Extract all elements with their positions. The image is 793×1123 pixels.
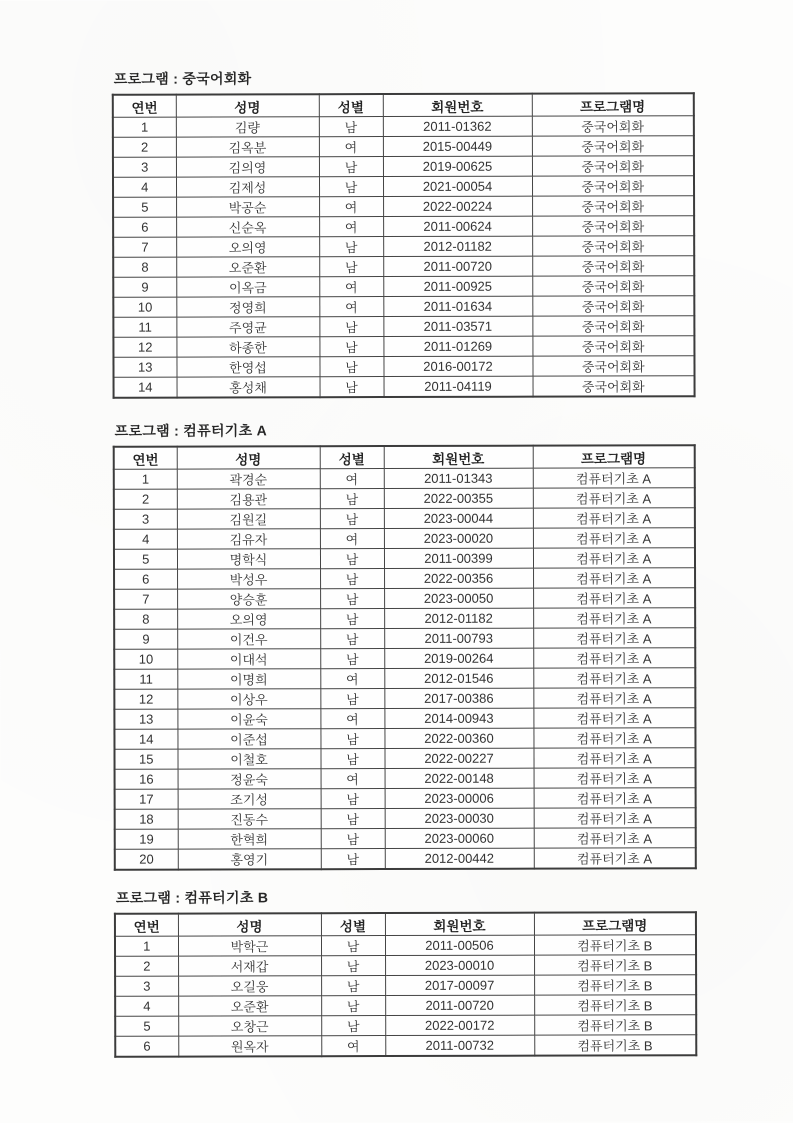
- cell-program: 컴퓨터기초 A: [534, 768, 696, 788]
- cell-no: 4: [113, 177, 176, 197]
- cell-gender: 남: [321, 809, 385, 829]
- cell-program: 컴퓨터기초 A: [533, 468, 695, 488]
- table-row: [114, 548, 695, 570]
- cell-program: 컴퓨터기초 A: [534, 808, 696, 828]
- cell-name: 홍성채: [177, 377, 320, 398]
- cell-member-id: 2021-00054: [383, 176, 532, 196]
- program-title: 프로그램 : 컴퓨터기초 A: [114, 422, 268, 439]
- cell-name: 김량: [176, 117, 319, 137]
- table-row: [115, 1015, 696, 1037]
- cell-gender: 여: [319, 197, 383, 217]
- table-row: [114, 748, 695, 770]
- table-row: [114, 708, 695, 730]
- cell-name: 박공순: [176, 197, 319, 217]
- column-header-gender: 성별: [319, 94, 383, 117]
- cell-program: 컴퓨터기초 A: [533, 548, 695, 568]
- cell-program: 컴퓨터기초 B: [534, 995, 696, 1015]
- cell-name: 한영섭: [176, 357, 319, 377]
- cell-program: 컴퓨터기초 A: [534, 848, 696, 869]
- cell-name: 김의영: [176, 157, 319, 177]
- cell-name: 이철호: [177, 749, 320, 769]
- cell-gender: 여: [320, 669, 384, 689]
- table-row: [113, 116, 694, 138]
- column-header-program: 프로그램명: [532, 93, 694, 116]
- cell-no: 12: [114, 689, 177, 709]
- table-row: [115, 848, 696, 870]
- cell-member-id: 2022-00355: [384, 488, 533, 508]
- table-row: [113, 356, 694, 378]
- cell-no: 1: [114, 469, 177, 489]
- cell-no: 18: [115, 809, 178, 829]
- cell-program: 컴퓨터기초 A: [533, 588, 695, 608]
- cell-program: 중국어회화: [532, 276, 694, 296]
- cell-gender: 남: [321, 996, 385, 1016]
- table-row: [114, 568, 695, 590]
- cell-member-id: 2011-00720: [383, 256, 532, 276]
- cell-name: 원옥자: [178, 1036, 321, 1057]
- cell-name: 오준환: [176, 257, 319, 277]
- cell-program: 중국어회화: [532, 296, 694, 316]
- cell-gender: 남: [321, 976, 385, 996]
- cell-member-id: 2023-00010: [385, 955, 534, 975]
- column-header-program: 프로그램명: [534, 912, 696, 935]
- table-row: [113, 256, 694, 278]
- table-row: [113, 276, 694, 298]
- table-row: [115, 808, 696, 830]
- cell-member-id: 2015-00449: [383, 136, 532, 156]
- column-header-no: 연번: [113, 95, 176, 118]
- cell-no: 5: [114, 549, 177, 569]
- cell-no: 9: [113, 277, 176, 297]
- cell-name: 명학식: [177, 549, 320, 569]
- table-row: [114, 608, 695, 630]
- cell-gender: 여: [319, 297, 383, 317]
- cell-gender: 남: [320, 689, 384, 709]
- cell-program: 중국어회화: [532, 256, 694, 276]
- cell-no: 2: [114, 489, 177, 509]
- table-row: [113, 136, 694, 158]
- cell-member-id: 2011-00925: [383, 276, 532, 296]
- table-row: [114, 508, 695, 530]
- cell-gender: 남: [320, 509, 384, 529]
- cell-gender: 여: [319, 217, 383, 237]
- cell-name: 주영균: [176, 317, 319, 337]
- column-header-name: 성명: [176, 94, 319, 117]
- cell-name: 서재갑: [178, 956, 321, 976]
- cell-member-id: 2011-03571: [383, 316, 532, 336]
- cell-name: 이명희: [177, 669, 320, 689]
- cell-program: 컴퓨터기초 A: [533, 728, 695, 748]
- cell-name: 박학근: [178, 936, 321, 956]
- cell-gender: 남: [320, 729, 384, 749]
- cell-member-id: 2012-01182: [384, 608, 533, 628]
- cell-no: 6: [115, 1036, 178, 1057]
- cell-member-id: 2012-01182: [383, 236, 532, 256]
- table-row: [113, 296, 694, 318]
- table-row: [115, 788, 696, 810]
- cell-program: 컴퓨터기초 A: [533, 708, 695, 728]
- table-row: [114, 688, 695, 710]
- header-row: [113, 93, 694, 117]
- cell-no: 7: [113, 237, 176, 257]
- cell-program: 컴퓨터기초 A: [533, 568, 695, 588]
- cell-member-id: 2022-00227: [384, 748, 533, 768]
- cell-gender: 남: [319, 177, 383, 197]
- cell-name: 오의영: [176, 237, 319, 257]
- cell-no: 12: [113, 337, 176, 357]
- cell-program: 중국어회화: [532, 136, 694, 156]
- cell-program: 중국어회화: [532, 316, 694, 336]
- cell-name: 한혁희: [178, 829, 321, 849]
- cell-member-id: 2023-00044: [384, 508, 533, 528]
- cell-gender: 여: [320, 469, 384, 489]
- cell-gender: 남: [319, 317, 383, 337]
- table-row: [113, 176, 694, 198]
- cell-no: 14: [114, 729, 177, 749]
- cell-member-id: 2011-00506: [385, 935, 534, 955]
- cell-name: 이건우: [177, 629, 320, 649]
- cell-gender: 여: [321, 1036, 385, 1057]
- cell-program: 중국어회화: [532, 336, 694, 356]
- cell-name: 하종한: [176, 337, 319, 357]
- cell-name: 오준환: [178, 996, 321, 1016]
- cell-no: 16: [115, 769, 178, 789]
- cell-member-id: 2011-04119: [384, 376, 533, 397]
- program-section: [114, 888, 697, 1058]
- cell-member-id: 2022-00356: [384, 568, 533, 588]
- cell-gender: 남: [320, 589, 384, 609]
- table-row: [113, 316, 694, 338]
- cell-name: 이준섭: [177, 729, 320, 749]
- cell-gender: 여: [320, 709, 384, 729]
- table-row: [114, 648, 695, 670]
- cell-no: 4: [115, 996, 178, 1016]
- cell-no: 10: [113, 297, 176, 317]
- cell-program: 컴퓨터기초 A: [533, 528, 695, 548]
- cell-no: 2: [113, 137, 176, 157]
- cell-program: 컴퓨터기초 A: [533, 748, 695, 768]
- column-header-member-id: 회원번호: [385, 913, 534, 936]
- cell-no: 1: [115, 936, 178, 956]
- cell-no: 7: [114, 589, 177, 609]
- member-roster-table: [114, 911, 697, 1058]
- cell-name: 신순옥: [176, 217, 319, 237]
- table-row: [114, 628, 695, 650]
- cell-member-id: 2019-00264: [384, 648, 533, 668]
- table-row: [115, 828, 696, 850]
- cell-member-id: 2011-00720: [385, 995, 534, 1015]
- cell-name: 오창근: [178, 1016, 321, 1036]
- cell-program: 중국어회화: [533, 376, 695, 397]
- table-row: [115, 995, 696, 1017]
- cell-no: 20: [115, 849, 178, 870]
- cell-gender: 남: [319, 157, 383, 177]
- cell-gender: 남: [320, 629, 384, 649]
- table-row: [113, 156, 694, 178]
- cell-gender: 여: [320, 529, 384, 549]
- cell-member-id: 2016-00172: [383, 356, 532, 376]
- table-row: [114, 488, 695, 510]
- cell-member-id: 2022-00172: [385, 1015, 534, 1035]
- cell-no: 8: [114, 609, 177, 629]
- cell-gender: 여: [321, 769, 385, 789]
- cell-no: 13: [114, 709, 177, 729]
- cell-program: 컴퓨터기초 B: [534, 935, 696, 955]
- cell-member-id: 2012-01546: [384, 668, 533, 688]
- cell-member-id: 2017-00386: [384, 688, 533, 708]
- table-row: [113, 196, 694, 218]
- program-section: [113, 421, 697, 871]
- cell-member-id: 2011-01634: [383, 296, 532, 316]
- column-header-member-id: 회원번호: [383, 94, 532, 117]
- cell-member-id: 2011-01362: [383, 116, 532, 136]
- cell-member-id: 2014-00943: [384, 708, 533, 728]
- column-header-gender: 성별: [320, 446, 384, 469]
- table-row: [115, 975, 696, 997]
- cell-program: 컴퓨터기초 A: [534, 788, 696, 808]
- cell-no: 11: [113, 317, 176, 337]
- cell-member-id: 2022-00360: [384, 728, 533, 748]
- cell-name: 박성우: [177, 569, 320, 589]
- cell-gender: 남: [320, 569, 384, 589]
- cell-member-id: 2023-00030: [385, 808, 534, 828]
- cell-program: 중국어회화: [532, 176, 694, 196]
- cell-name: 이대석: [177, 649, 320, 669]
- cell-gender: 남: [321, 829, 385, 849]
- cell-no: 2: [115, 956, 178, 976]
- program-title: 프로그램 : 컴퓨터기초 B: [115, 889, 269, 906]
- cell-gender: 남: [320, 749, 384, 769]
- cell-name: 진동수: [178, 809, 321, 829]
- cell-program: 컴퓨터기초 B: [534, 955, 696, 975]
- cell-program: 컴퓨터기초 A: [534, 828, 696, 848]
- cell-gender: 남: [319, 337, 383, 357]
- cell-member-id: 2011-00793: [384, 628, 533, 648]
- program-section: [112, 69, 696, 399]
- cell-no: 3: [115, 976, 178, 996]
- cell-no: 3: [113, 157, 176, 177]
- cell-program: 중국어회화: [532, 356, 694, 376]
- cell-program: 컴퓨터기초 B: [534, 975, 696, 995]
- cell-no: 6: [114, 569, 177, 589]
- cell-program: 컴퓨터기초 A: [533, 608, 695, 628]
- cell-name: 김옥분: [176, 137, 319, 157]
- cell-member-id: 2019-00625: [383, 156, 532, 176]
- cell-no: 14: [114, 377, 177, 398]
- cell-gender: 남: [321, 1016, 385, 1036]
- column-header-program: 프로그램명: [533, 445, 695, 468]
- cell-name: 김유자: [177, 529, 320, 549]
- table-row: [114, 668, 695, 690]
- cell-member-id: 2011-01269: [383, 336, 532, 356]
- cell-gender: 남: [321, 956, 385, 976]
- table-row: [114, 588, 695, 610]
- cell-gender: 남: [319, 357, 383, 377]
- cell-gender: 남: [320, 549, 384, 569]
- column-header-no: 연번: [114, 447, 177, 470]
- cell-no: 17: [115, 789, 178, 809]
- column-header-member-id: 회원번호: [384, 446, 533, 469]
- cell-member-id: 2011-00732: [385, 1035, 534, 1056]
- cell-no: 19: [115, 829, 178, 849]
- cell-gender: 남: [319, 117, 383, 137]
- table-row: [115, 768, 696, 790]
- cell-gender: 남: [320, 489, 384, 509]
- cell-name: 이상우: [177, 689, 320, 709]
- cell-gender: 남: [319, 237, 383, 257]
- table-row: [113, 336, 694, 358]
- program-title: 프로그램 : 중국어회화: [113, 70, 252, 87]
- cell-member-id: 2017-00097: [385, 975, 534, 995]
- table-row: [115, 1035, 696, 1057]
- table-row: [114, 376, 695, 398]
- table-row: [114, 528, 695, 550]
- cell-name: 오의영: [177, 609, 320, 629]
- table-row: [113, 236, 694, 258]
- cell-name: 김용관: [177, 489, 320, 509]
- cell-member-id: 2023-00060: [385, 828, 534, 848]
- cell-gender: 남: [319, 257, 383, 277]
- cell-program: 컴퓨터기초 A: [533, 488, 695, 508]
- cell-name: 정영희: [176, 297, 319, 317]
- member-roster-table: [113, 444, 697, 871]
- cell-program: 컴퓨터기초 A: [533, 628, 695, 648]
- table-row: [115, 955, 696, 977]
- cell-no: 4: [114, 529, 177, 549]
- cell-gender: 남: [321, 849, 385, 870]
- column-header-name: 성명: [177, 446, 320, 469]
- cell-name: 김원길: [177, 509, 320, 529]
- header-row: [115, 912, 696, 936]
- table-row: [114, 728, 695, 750]
- cell-name: 조기성: [178, 789, 321, 809]
- cell-gender: 남: [320, 609, 384, 629]
- cell-program: 컴퓨터기초 A: [533, 688, 695, 708]
- cell-member-id: 2011-01343: [384, 468, 533, 488]
- cell-name: 김제성: [176, 177, 319, 197]
- cell-no: 9: [114, 629, 177, 649]
- cell-member-id: 2012-00442: [385, 848, 534, 869]
- member-roster-table: [112, 92, 696, 399]
- cell-member-id: 2022-00224: [383, 196, 532, 216]
- table-row: [113, 216, 694, 238]
- cell-no: 5: [115, 1016, 178, 1036]
- header-row: [114, 445, 695, 469]
- column-header-name: 성명: [178, 913, 321, 936]
- cell-program: 컴퓨터기초 A: [533, 508, 695, 528]
- cell-gender: 남: [320, 649, 384, 669]
- cell-name: 양승훈: [177, 589, 320, 609]
- cell-no: 10: [114, 649, 177, 669]
- cell-name: 정윤숙: [178, 769, 321, 789]
- cell-program: 중국어회화: [532, 156, 694, 176]
- cell-name: 오길웅: [178, 976, 321, 996]
- cell-name: 이옥금: [176, 277, 319, 297]
- cell-no: 13: [113, 357, 176, 377]
- cell-program: 중국어회화: [532, 236, 694, 256]
- table-row: [114, 468, 695, 490]
- cell-name: 이윤숙: [177, 709, 320, 729]
- cell-gender: 남: [321, 789, 385, 809]
- cell-gender: 여: [319, 277, 383, 297]
- cell-member-id: 2011-00624: [383, 216, 532, 236]
- cell-program: 중국어회화: [532, 196, 694, 216]
- cell-no: 8: [113, 257, 176, 277]
- cell-name: 곽경순: [177, 469, 320, 489]
- cell-program: 컴퓨터기초 A: [533, 648, 695, 668]
- table-row: [115, 935, 696, 957]
- cell-no: 5: [113, 197, 176, 217]
- cell-program: 중국어회화: [532, 116, 694, 136]
- column-header-no: 연번: [115, 914, 178, 937]
- cell-member-id: 2023-00020: [384, 528, 533, 548]
- cell-gender: 남: [320, 377, 384, 398]
- cell-member-id: 2011-00399: [384, 548, 533, 568]
- cell-no: 6: [113, 217, 176, 237]
- cell-name: 홍영기: [178, 849, 321, 870]
- cell-no: 1: [113, 117, 176, 137]
- cell-member-id: 2023-00050: [384, 588, 533, 608]
- cell-no: 15: [114, 749, 177, 769]
- cell-gender: 남: [321, 936, 385, 956]
- cell-gender: 여: [319, 137, 383, 157]
- cell-program: 중국어회화: [532, 216, 694, 236]
- cell-no: 3: [114, 509, 177, 529]
- cell-member-id: 2022-00148: [385, 768, 534, 788]
- cell-program: 컴퓨터기초 B: [534, 1015, 696, 1035]
- cell-program: 컴퓨터기초 B: [534, 1035, 696, 1056]
- column-header-gender: 성별: [321, 913, 385, 936]
- cell-no: 11: [114, 669, 177, 689]
- cell-program: 컴퓨터기초 A: [533, 668, 695, 688]
- cell-member-id: 2023-00006: [385, 788, 534, 808]
